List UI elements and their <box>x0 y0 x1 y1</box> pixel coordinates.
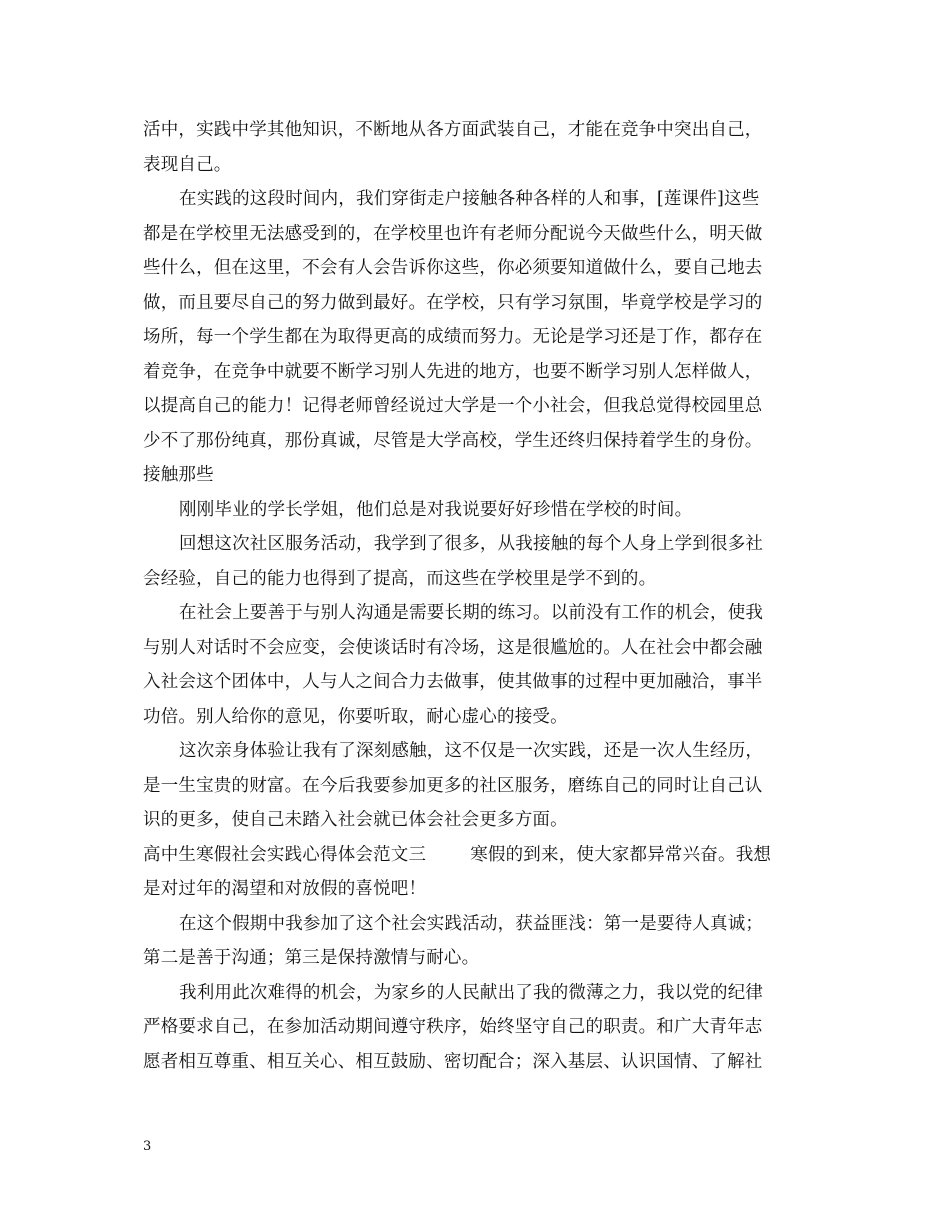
text-line: 在社会上要善于与别人沟通是需要长期的练习。以前没有工作的机会，使我 <box>179 603 764 623</box>
section-title: 高中生寒假社会实践心得体会范文三 <box>143 844 427 865</box>
text-line: 以提高自己的能力！记得老师曾经说过大学是一个小社会，但我总觉得校园里总 <box>143 396 763 416</box>
paragraph <box>143 493 813 528</box>
text-line: 入社会这个团体中，人与人之间合力去做事，使其做事的过程中更加融洽，事半 <box>143 672 763 692</box>
paragraph <box>143 907 813 976</box>
text-line: 这次亲身体验让我有了深刻感触，这不仅是一次实践，还是一次人生经历， <box>179 741 764 761</box>
text-line: 少不了那份纯真，那份真诚，尽管是大学高校，学生还终归保持着学生的身份。 <box>143 430 763 451</box>
text-line: 些什么，但在这里，不会有人会告诉你这些，你必须要知道做什么，要自己地去 <box>143 258 763 278</box>
text-line: 着竞争，在竞争中就要不断学习别人先进的地方，也要不断学习别人怎样做人， <box>143 361 763 382</box>
text-line: 功倍。别人给你的意见，你要听取，耐心虚心的接受。 <box>143 706 568 727</box>
text-line: 是对过年的渴望和对放假的喜悦吧！ <box>143 879 427 899</box>
text-line: 刚刚毕业的学长学姐，他们总是对我说要好好珍惜在学校的时间。 <box>179 499 693 520</box>
paragraph <box>143 976 813 1080</box>
paragraph <box>143 527 813 596</box>
text-line: 表现自己。 <box>143 154 232 175</box>
text-line: 活中，实践中学其他知识，不断地从各方面武装自己，才能在竞争中突出自己， <box>143 120 763 140</box>
page-number: 3 <box>143 1139 152 1154</box>
text-line: 回想这次社区服务活动，我学到了很多，从我接触的每个人身上学到很多社 <box>179 534 764 554</box>
text-line: 场所，每一个学生都在为取得更高的成绩而努力。无论是学习还是丁作，都存在 <box>143 327 763 347</box>
text-line: 是一生宝贵的财富。在今后我要参加更多的社区服务，磨练自己的同时让自己认 <box>143 775 763 796</box>
text-line: 第二是善于沟通；第三是保持激情与耐心。 <box>143 948 480 968</box>
text-line: 愿者相互尊重、相互关心、相互鼓励、密切配合；深入基层、认识国情、了解社 <box>143 1051 763 1072</box>
section-heading-line <box>143 838 813 873</box>
text-line: 都是在学校里无法感受到的，在学校里也许有老师分配说今天做些什么，明天做 <box>143 223 763 244</box>
text-line: 在实践的这段时间内，我们穿街走户接触各种各样的人和事，[莲课件]这些 <box>179 189 760 209</box>
paragraph <box>143 872 813 907</box>
text-line: 做，而且要尽自己的努力做到最好。在学校，只有学习氛围，毕竟学校是学习的 <box>143 292 763 313</box>
document-body <box>143 113 813 1079</box>
text-line: 严格要求自己，在参加活动期间遵守秩序，始终坚守自己的职责。和广大青年志 <box>143 1017 763 1037</box>
text-line: 识的更多，使自己未踏入社会就已体会社会更多方面。 <box>143 810 568 830</box>
paragraph <box>143 596 813 734</box>
paragraph <box>143 734 813 838</box>
text-line: 与别人对话时不会应变，会使谈话时有冷场，这是很尴尬的。人在社会中都会融 <box>143 637 763 658</box>
paragraph <box>143 113 813 182</box>
text-line: 在这个假期中我参加了这个社会实践活动，获益匪浅：第一是要待人真诚； <box>179 913 764 934</box>
text-line: 我利用此次难得的机会，为家乡的人民献出了我的微薄之力，我以党的纪律 <box>179 982 764 1003</box>
section-intro-text: 寒假的到来，使大家都异常兴奋。我想 <box>470 844 772 865</box>
text-line: 会经验，自己的能力也得到了提高，而这些在学校里是学不到的。 <box>143 568 657 589</box>
text-line: 接触那些 <box>143 465 214 485</box>
paragraph <box>143 182 813 493</box>
